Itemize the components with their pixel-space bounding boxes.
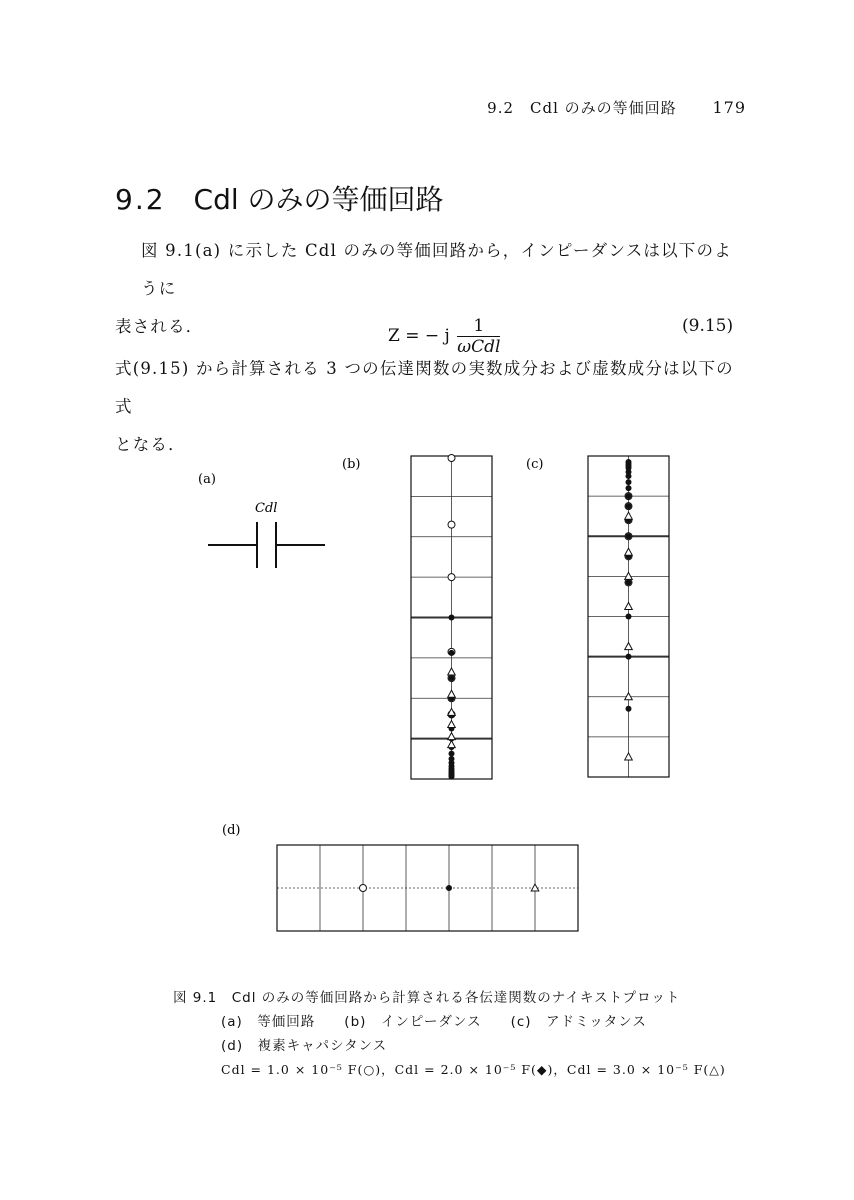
capacitor-label: Cdl: [255, 501, 278, 516]
data-point-open-triangle: [625, 753, 633, 760]
data-point-filled: [446, 885, 452, 891]
data-point-open-circle: [448, 521, 455, 528]
data-point-filled: [626, 533, 632, 539]
equation-number: (9.15): [682, 316, 734, 336]
data-point-filled: [626, 503, 632, 509]
panel-c-label: (c): [526, 457, 544, 472]
equation-numerator: 1: [457, 316, 500, 337]
figure-caption: [173, 986, 726, 1082]
data-point-open-triangle: [625, 572, 633, 579]
section-title: Cdl のみの等価回路: [193, 183, 444, 216]
data-point-open-triangle: [531, 884, 539, 891]
data-point-open-circle: [360, 885, 367, 892]
paragraph-1-line-2: 表される．: [115, 317, 204, 336]
paragraph-2-line-2: となる．: [115, 435, 186, 454]
data-point-filled: [626, 706, 632, 712]
data-point-filled: [449, 774, 455, 780]
data-point-filled: [449, 650, 455, 656]
caption-title: 図 9.1 Cdl のみの等価回路から計算される各伝達関数のナイキストプロット: [173, 990, 681, 1006]
panel-b-label: (b): [342, 457, 361, 472]
data-point-filled: [626, 479, 632, 485]
caption-line-2: (a) 等価回路 (b) インピーダンス (c) アドミッタンス: [221, 1014, 647, 1030]
caption-line-3: (d) 複素キャパシタンス: [221, 1038, 388, 1054]
data-point-open-triangle: [625, 693, 633, 700]
chart-capacitance: [277, 845, 578, 931]
caption-line-4: Cdl = 1.0 × 10⁻⁵ F(○)，Cdl = 2.0 × 10⁻⁵ F(◆)，Cdl = 3.0 × 10⁻⁵ F(△): [221, 1062, 726, 1077]
data-point-filled: [449, 751, 455, 757]
panel-d-label: (d): [222, 823, 241, 838]
data-point-open-triangle: [625, 512, 633, 519]
data-point-filled: [449, 675, 455, 681]
running-title: 9.2 Cdl のみの等価回路: [487, 99, 677, 117]
data-point-open-circle: [448, 455, 455, 462]
data-point-open-triangle: [448, 668, 456, 675]
data-point-open-triangle: [448, 733, 456, 740]
equation-denominator: ωCdl: [457, 337, 501, 357]
data-point-open-circle: [448, 574, 455, 581]
data-point-filled: [626, 614, 632, 620]
data-point-filled: [626, 459, 632, 465]
panel-a-label: (a): [198, 472, 216, 487]
data-point-open-triangle: [625, 602, 633, 609]
chart-admittance: [588, 456, 669, 777]
data-point-filled: [449, 615, 455, 621]
chart-impedance: [411, 455, 492, 780]
paragraph-1-line-1: 図 9.1(a) に示した Cdl のみの等価回路から，インピーダンスは以下のように: [141, 241, 732, 298]
data-point-filled: [626, 579, 632, 585]
data-point-open-triangle: [448, 690, 456, 697]
capacitor-symbol: [208, 522, 325, 568]
data-point-filled: [626, 485, 632, 491]
section-number: 9.2: [115, 183, 166, 216]
data-point-open-triangle: [448, 741, 456, 748]
page-number: 179: [712, 98, 746, 117]
data-point-open-triangle: [625, 643, 633, 650]
data-point-open-triangle: [625, 548, 633, 555]
data-point-filled: [626, 654, 632, 660]
data-point-filled: [626, 493, 632, 499]
paragraph-2-line-1: 式(9.15) から計算される 3 つの伝達関数の実数成分および虚数成分は以下の式: [115, 359, 734, 416]
data-point-open-triangle: [448, 720, 456, 727]
equation-lhs: Z = − j: [388, 326, 450, 346]
